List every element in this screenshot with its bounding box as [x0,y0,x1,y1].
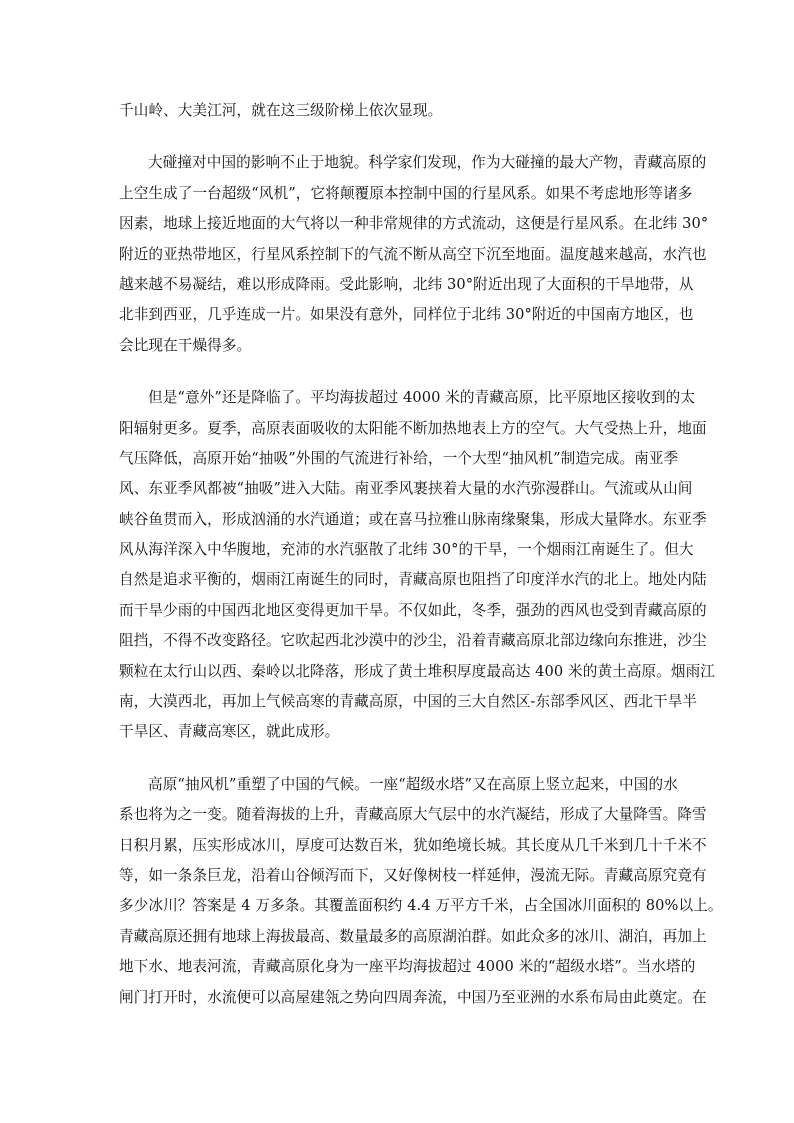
text-line: 风从海洋深入中华腹地，充沛的水汽驱散了北纬 30°的干旱，一个烟雨江南诞生了。但大 [119,541,694,559]
text-line: 气压降低，高原开始“抽吸”外围的气流进行补给，一个大型“抽风机”制造完成。南亚季 [119,449,679,467]
text-line: 高原“抽风机”重塑了中国的气候。一座“超级水塔”又在高原上竖立起来，中国的水 [148,775,678,793]
text-line: 上空生成了一台超级“风机”，它将颠覆原本控制中国的行星风系。如果不考虑地形等诸多 [119,184,693,202]
text-line: 北非到西亚，几乎连成一片。如果没有意外，同样位于北纬 30°附近的中国南方地区，也 [119,306,694,324]
paragraph-gap [119,361,675,383]
text-line: 日积月累，压实形成冰川，厚度可达数百米，犹如绝境长城。其长度从几千米到几十千米不 [119,836,707,854]
text-line: 千山岭、大美江河，就在这三级阶梯上依次显现。 [119,102,443,119]
text-line: 干旱区、青藏高寒区，就此成形。 [119,723,340,741]
text-line: 地下水、地表河流，青藏高原化身为一座平均海拔超过 4000 米的“超级水塔”。当水塔的 [119,958,696,976]
paragraph-2 [119,148,709,361]
paragraph-3 [119,383,715,748]
paragraph-4 [119,770,723,1013]
text-line: 因素，地球上接近地面的大气将以一种非常规律的方式流动，这便是行星风系。在北纬 30° [119,215,709,233]
text-line: 越来越不易凝结，难以形成降雨。受此影响，北纬 30°附近出现了大面积的干旱地带，从 [119,275,694,293]
paragraph-gap [119,126,675,148]
text-line: 闸门打开时，水流便可以高屋建瓴之势向四周奔流，中国乃至亚洲的水系布局由此奠定。在 [119,988,707,1006]
text-line: 南，大漠西北，再加上气候高寒的青藏高原，中国的三大自然区-东部季风区、西北干旱半 [119,693,698,711]
text-line: 阻挡，不得不改变路径。它吹起西北沙漠中的沙尘，沿着青藏高原北部边缘向东推进，沙尘 [119,632,707,650]
text-line: 阳辐射更多。夏季，高原表面吸收的太阳能不断加热地表上方的空气。大气受热上升，地面 [119,419,707,437]
text-line: 附近的亚热带地区，行星风系控制下的气流不断从高空下沉至地面。温度越来越高，水汽也 [119,245,707,263]
text-line: 等，如一条条巨龙，沿着山谷倾泻而下，又好像树枝一样延伸，漫流无际。青藏高原究竟有 [119,866,707,884]
text-line: 而干旱少雨的中国西北地区变得更加干旱。不仅如此，冬季，强劲的西风也受到青藏高原的 [119,601,707,619]
text-line: 峡谷鱼贯而入，形成汹涌的水汽通道；或在喜马拉雅山脉南缘聚集，形成大量降水。东亚季 [119,510,707,528]
document-page [119,96,723,1013]
text-line: 自然是追求平衡的，烟雨江南诞生的同时，青藏高原也阻挡了印度洋水汽的北上。地处内陆 [119,571,707,589]
text-line: 颗粒在太行山以西、秦岭以北降落，形成了黄土堆积厚度最高达 400 米的黄土高原。烟雨江 [119,662,715,680]
paragraph-1 [119,96,675,126]
text-line: 多少冰川？答案是 4 万多条。其覆盖面积约 4.4 万平方千米，占全国冰川面积的 80%以上。 [119,897,723,915]
text-line: 风、东亚季风都被“抽吸”进入大陆。南亚季风裹挟着大量的水汽弥漫群山。气流或从山间 [119,480,693,498]
text-line: 但是“意外”还是降临了。平均海拔超过 4000 米的青藏高原，比平原地区接收到的太 [148,389,696,407]
text-line: 大碰撞对中国的影响不止于地貌。科学家们发现，作为大碰撞的最大产物，青藏高原的 [148,154,707,172]
paragraph-gap [119,748,675,770]
text-line: 青藏高原还拥有地球上海拔最高、数量最多的高原湖泊群。如此众多的冰川、湖泊，再加上 [119,927,707,945]
text-line: 系也将为之一变。随着海拔的上升，青藏高原大气层中的水汽凝结，形成了大量降雪。降雪 [119,806,707,824]
text-line: 会比现在干燥得多。 [119,336,252,354]
